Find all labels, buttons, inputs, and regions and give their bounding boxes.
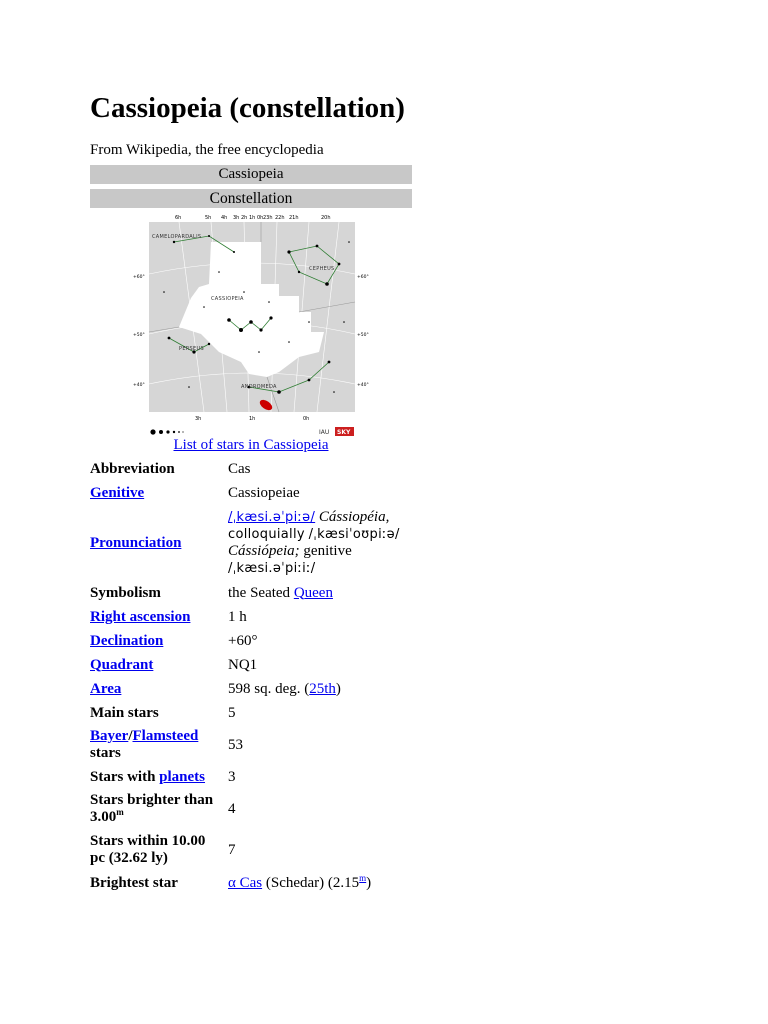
ra-label: 3h [233, 215, 240, 221]
symbolism-prefix: the Seated [228, 584, 291, 601]
row-right-ascension [90, 605, 408, 629]
row-label: Brightest star [90, 874, 178, 891]
row-brightest-star [90, 871, 408, 895]
row-value: 53 [228, 736, 243, 753]
pronunciation-prefix: colloquially [228, 527, 305, 542]
area-value: 598 sq. deg. ( [228, 680, 310, 697]
ra-label: 6h [175, 215, 182, 221]
queen-link[interactable]: Queen [293, 584, 333, 601]
ra-label: 4h [221, 215, 228, 221]
row-quadrant [90, 653, 408, 677]
area-link[interactable]: Area [90, 680, 122, 697]
planets-link[interactable]: planets [159, 768, 206, 785]
dec-label: +60° [133, 275, 145, 280]
ra-label: 1h [249, 416, 256, 422]
magnitude-sup: m [116, 807, 124, 817]
label-prefix: Stars with [90, 768, 156, 785]
constellation-label-cepheus: CEPHEUS [309, 266, 335, 272]
pronunciation-word: Cássiópeia; [228, 543, 300, 559]
constellation-map[interactable] [133, 212, 369, 438]
pronunciation-ipa: /ˌkæsiˈoʊpiːə/ [308, 527, 400, 542]
declination-link[interactable]: Declination [90, 632, 164, 649]
row-label: Stars within 10.00 pc (32.62 ly) [90, 833, 206, 866]
row-label: Main stars [90, 704, 159, 721]
flamsteed-link[interactable]: Flamsteed [132, 728, 199, 744]
row-value: 5 [228, 704, 236, 721]
row-stars-brighter [90, 789, 408, 829]
page-title: Cassiopeia (constellation) [90, 92, 405, 124]
quadrant-link[interactable]: Quadrant [90, 656, 154, 673]
label-rest: stars [90, 745, 121, 761]
row-value: +60° [228, 632, 258, 649]
bayer-link[interactable]: Bayer [90, 728, 129, 744]
brightest-suffix: ) [366, 874, 372, 891]
genitive-link[interactable]: Genitive [90, 484, 145, 501]
constellation-label-andromeda: ANDROMEDA [241, 384, 277, 390]
row-value: 1 h [228, 608, 247, 625]
row-pronunciation [90, 505, 408, 581]
dec-label: +40° [357, 383, 369, 388]
row-value: 3 [228, 768, 236, 785]
infobox-header-type: Constellation [90, 189, 412, 208]
constellation-label-camelopardalis: CAMELOPARDALIS [152, 234, 202, 240]
row-genitive [90, 481, 408, 505]
row-declination [90, 629, 408, 653]
list-of-stars-link[interactable]: List of stars in Cassiopeia [173, 437, 329, 453]
row-symbolism [90, 581, 408, 605]
subtitle: From Wikipedia, the free encyclopedia [90, 142, 324, 158]
dec-label: +50° [133, 333, 145, 338]
row-stars-within [90, 829, 408, 871]
pronunciation-ipa: /ˌkæsi.əˈpiːiː/ [228, 561, 316, 576]
row-value: 4 [228, 800, 236, 817]
ra-label: 2h [241, 215, 248, 221]
row-label: Symbolism [90, 584, 161, 601]
area-rank-link[interactable]: 25th [309, 680, 336, 697]
magnitude-link[interactable]: m [359, 872, 367, 883]
ra-label: 0h [257, 215, 264, 221]
row-value: Cassiopeiae [228, 484, 300, 501]
constellation-label-cassiopeia: CASSIOPEIA [211, 296, 244, 302]
brightest-value: (Schedar) (2.15 [262, 874, 360, 891]
pronunciation-prefix: genitive [303, 543, 352, 559]
row-label: Abbreviation [90, 460, 175, 477]
ipa-link[interactable]: /ˌkæsi.əˈpiːə/ [228, 510, 316, 525]
pronunciation-link[interactable]: Pronunciation [90, 534, 182, 551]
row-abbreviation [90, 457, 408, 481]
row-value: Cas [228, 460, 251, 477]
dec-label: +40° [133, 383, 145, 388]
right-ascension-link[interactable]: Right ascension [90, 608, 191, 625]
iau-logo: IAU [319, 429, 330, 436]
dec-label: +50° [357, 333, 369, 338]
row-stars-with-planets [90, 765, 408, 789]
ra-label: 22h [275, 215, 285, 221]
ra-label: 20h [321, 215, 331, 221]
row-bayer-flamsteed [90, 725, 408, 765]
area-suffix: ) [335, 680, 341, 697]
row-main-stars [90, 701, 408, 725]
ra-label: 21h [289, 215, 299, 221]
ra-label: 5h [205, 215, 212, 221]
ra-label: 0h [303, 416, 310, 422]
row-value: NQ1 [228, 656, 258, 673]
magnitude-legend [150, 429, 183, 434]
row-area [90, 677, 408, 701]
infobox-header-name: Cassiopeia [90, 165, 412, 184]
alpha-cas-link[interactable]: α Cas [228, 874, 263, 891]
constellation-label-perseus: PERSEUS [179, 346, 204, 352]
ra-label: 3h [195, 416, 202, 422]
ra-label: 23h [263, 215, 273, 221]
pronunciation-word: Cássiopéia, [318, 509, 390, 525]
label-separator: / [128, 728, 133, 744]
ra-label: 1h [249, 215, 256, 221]
pronunciation-value [228, 505, 408, 581]
row-value: 7 [228, 841, 236, 858]
dec-label: +60° [357, 275, 369, 280]
row-label: Stars brighter than 3.00 [90, 792, 214, 825]
infobox-table [90, 457, 408, 895]
sky-logo: SKY [337, 429, 351, 436]
map-caption [90, 437, 412, 454]
